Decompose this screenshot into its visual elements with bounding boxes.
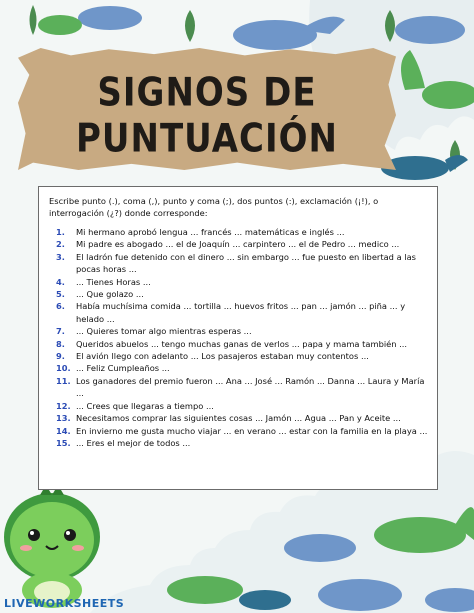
list-item	[56, 226, 432, 238]
list-item	[56, 251, 432, 276]
list-item	[56, 437, 432, 449]
item-number: 9.	[56, 351, 65, 362]
item-text: Los ganadores del premio fueron ... Ana ... José ... Ramón ... Danna ... Laura y María ...	[76, 375, 425, 399]
item-number: 3.	[56, 251, 65, 262]
item-text: Mi hermano aprobó lengua ... francés ... matemáticas e inglés ...	[76, 227, 345, 237]
list-item	[56, 288, 432, 300]
instructions-text: Escribe punto (.), coma (,), punto y coma (;), dos puntos (:), exclamación (¡!), o interrogación (¿?) donde corresponde:	[49, 196, 379, 218]
page-title: SIGNOS DE PUNTUACIÓN	[75, 70, 338, 162]
item-text: ... Quieres tomar algo mientras esperas ...	[76, 326, 252, 337]
list-item	[56, 400, 432, 412]
item-number: 7.	[56, 326, 65, 337]
item-number: 4.	[56, 276, 65, 287]
item-text: ... Feliz Cumpleaños ...	[76, 363, 170, 374]
item-text: En invierno me gusta mucho viajar ... en verano ... estar con la familia en la playa ...	[76, 425, 428, 436]
item-text: ... Crees que llegaras a tiempo ...	[76, 400, 214, 411]
liveworksheets-logo	[4, 597, 124, 610]
item-number: 1.	[56, 227, 65, 237]
item-number: 15.	[56, 437, 71, 448]
list-item	[56, 412, 432, 424]
list-item	[56, 325, 432, 337]
item-text: Mi padre es abogado ... el de Joaquín ... carpintero ... el de Pedro ... medico ...	[76, 239, 400, 250]
item-number: 6.	[56, 301, 65, 312]
item-number: 2.	[56, 239, 65, 250]
exercise-list	[56, 226, 432, 449]
list-item	[56, 300, 432, 325]
item-text: El avión llego con adelanto ... Los pasajeros estaban muy contentos ...	[76, 351, 369, 362]
cute-dino-icon	[4, 485, 100, 608]
item-text: ... Eres el mejor de todos ...	[76, 437, 191, 448]
list-item	[56, 362, 432, 374]
item-number: 10.	[56, 363, 71, 374]
item-text: Queridos abuelos ... tengo muchas ganas de verlos ... papa y mama también ...	[76, 338, 408, 349]
item-text: Había muchísima comida ... tortilla ... huevos fritos ... pan ... jamón ... piña ... y helado ...	[76, 301, 406, 324]
item-number: 14.	[56, 425, 71, 436]
list-item	[56, 276, 432, 288]
item-text: El ladrón fue detenido con el dinero ... sin embargo ... fue puesto en libertad a las pocas horas ...	[76, 251, 417, 275]
item-number: 8.	[56, 338, 65, 349]
item-number: 5.	[56, 289, 65, 300]
item-number: 11.	[56, 375, 71, 386]
list-item	[56, 375, 432, 400]
footer-brand: LIVEWORKSHEETS	[4, 597, 125, 610]
list-item	[56, 425, 432, 437]
list-item	[56, 238, 432, 250]
item-text: ... Tienes Horas ...	[76, 276, 151, 287]
item-number: 12.	[56, 400, 71, 411]
list-item	[56, 338, 432, 350]
item-text: ... Que golazo ...	[76, 289, 144, 300]
item-text: Necesitamos comprar las siguientes cosas ... Jamón ... Agua ... Pan y Aceite ...	[76, 413, 401, 424]
list-item	[56, 350, 432, 362]
item-number: 13.	[56, 413, 71, 424]
